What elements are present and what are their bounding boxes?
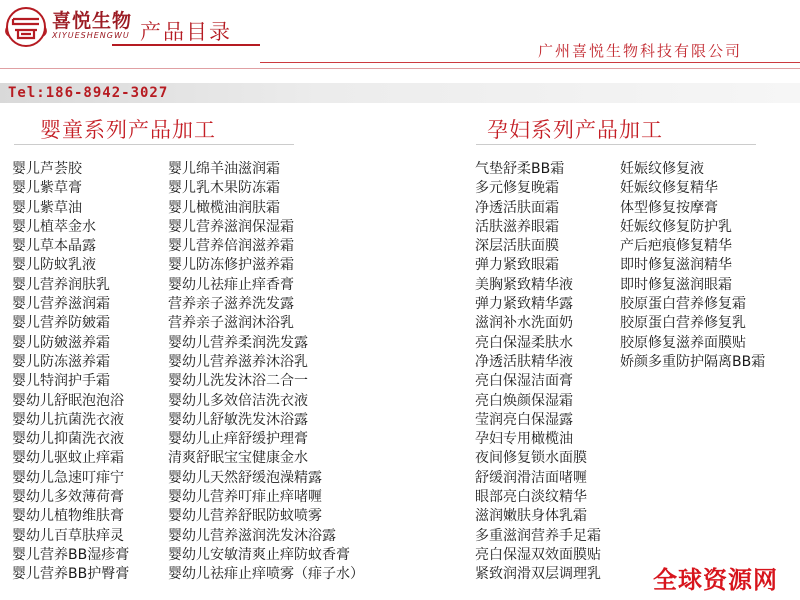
product-item: 婴儿紫草膏 xyxy=(12,180,82,197)
product-item: 多重滋润营养手足霜 xyxy=(475,527,601,544)
product-item: 深层活肤面膜 xyxy=(475,238,559,255)
product-item: 气垫舒柔BB霜 xyxy=(475,161,565,177)
section-underline xyxy=(476,144,756,145)
decorative-line xyxy=(260,62,800,63)
product-item: 妊娠纹修复精华 xyxy=(620,180,718,197)
product-item: 清爽舒眠宝宝健康金水 xyxy=(168,450,308,467)
logo-icon xyxy=(4,6,48,48)
product-item: 婴儿草本晶露 xyxy=(12,238,96,255)
infant-product-list-2 xyxy=(168,160,364,585)
product-item: 亮白保湿双效面膜贴 xyxy=(475,546,601,563)
product-item: 即时修复滋润眼霜 xyxy=(620,276,732,293)
product-item: 婴幼儿驱蚊止痒霜 xyxy=(12,450,124,467)
product-item: 婴儿乳木果防冻霜 xyxy=(168,180,280,197)
company-name: 广州喜悦生物科技有限公司 xyxy=(538,42,743,60)
product-item: 舒缓润滑洁面啫喱 xyxy=(475,469,587,486)
product-item: 孕妇专用橄榄油 xyxy=(475,431,573,448)
brand-name-pinyin: XIYUESHENGWU xyxy=(52,31,130,40)
product-item: 婴儿营养BB湿疹膏 xyxy=(12,546,130,563)
product-item: 婴幼儿急速叮痱宁 xyxy=(12,469,124,486)
product-item: 产后疤痕修复精华 xyxy=(620,238,732,255)
product-item: 婴幼儿植物维肤膏 xyxy=(12,508,124,525)
product-item: 婴儿营养BB护臀膏 xyxy=(12,566,130,583)
product-item: 亮白保湿柔肤水 xyxy=(475,334,573,351)
product-item: 眼部亮白淡纹精华 xyxy=(475,489,587,506)
product-item: 美胸紧致精华液 xyxy=(475,276,573,293)
product-item: 婴儿防冻修护滋养霜 xyxy=(168,257,294,274)
product-item: 婴幼儿洗发沐浴二合一 xyxy=(168,373,308,390)
product-item: 婴儿营养润肤乳 xyxy=(12,276,110,293)
product-item: 婴儿橄榄油润肤霜 xyxy=(168,199,280,216)
product-item: 胶原修复滋养面膜贴 xyxy=(620,334,746,351)
product-item: 婴儿防蚊乳液 xyxy=(12,257,96,274)
product-item: 婴幼儿抗菌洗衣液 xyxy=(12,411,124,428)
product-item: 多元修复晚霜 xyxy=(475,180,559,197)
product-item: 婴儿营养倍润滋养霜 xyxy=(168,238,294,255)
title-underline xyxy=(112,44,260,46)
product-item: 婴幼儿天然舒缓泡澡精露 xyxy=(168,469,322,486)
product-item: 营养亲子滋养洗发露 xyxy=(168,296,294,313)
product-item: 婴幼儿营养滋润洗发沐浴露 xyxy=(168,527,336,544)
product-item: 滋润嫩肤身体乳霜 xyxy=(475,508,587,525)
section-title-infant: 婴童系列产品加工 xyxy=(40,118,216,142)
infant-product-list-1 xyxy=(12,160,129,585)
product-item: 婴幼儿营养叮痱止痒啫喱 xyxy=(168,489,322,506)
section-title-maternal: 孕妇系列产品加工 xyxy=(487,118,663,142)
product-item: 婴儿紫草油 xyxy=(12,199,82,216)
product-item: 婴幼儿舒眠泡泡浴 xyxy=(12,392,124,409)
product-item: 婴幼儿多效薄荷膏 xyxy=(12,489,124,506)
product-item: 婴儿营养防皴霜 xyxy=(12,315,110,332)
product-item: 紧致润滑双层调理乳 xyxy=(475,566,601,583)
page-title: 产品目录 xyxy=(140,20,232,44)
product-item: 婴儿营养滋润霜 xyxy=(12,296,110,313)
product-item: 婴儿植萃金水 xyxy=(12,218,96,235)
page-header xyxy=(0,0,800,100)
product-item: 娇颜多重防护隔离BB霜 xyxy=(620,353,766,370)
product-item: 活肤滋养眼霜 xyxy=(475,218,559,235)
product-item: 婴幼儿止痒舒缓护理膏 xyxy=(168,431,308,448)
product-item: 净透活肤精华液 xyxy=(475,353,573,370)
product-item: 亮白保湿洁面膏 xyxy=(475,373,573,390)
product-item: 婴幼儿百草肤痒灵 xyxy=(12,527,124,544)
product-item: 婴幼儿安敏清爽止痒防蚊香膏 xyxy=(168,546,350,563)
product-item: 亮白焕颜保湿霜 xyxy=(475,392,573,409)
product-item: 婴儿芦荟胶 xyxy=(12,161,82,177)
product-item: 胶原蛋白营养修复霜 xyxy=(620,296,746,313)
product-item: 体型修复按摩膏 xyxy=(620,199,718,216)
product-item: 婴幼儿祛痱止痒喷雾（痱子水） xyxy=(168,566,364,583)
product-item: 婴幼儿营养滋养沐浴乳 xyxy=(168,353,308,370)
product-item: 妊娠纹修复液 xyxy=(620,161,704,177)
product-item: 婴儿绵羊油滋润霜 xyxy=(168,161,280,177)
product-item: 夜间修复锁水面膜 xyxy=(475,450,587,467)
brand-name: 喜悦生物 xyxy=(52,10,133,32)
watermark: 全球资源网 xyxy=(653,566,778,594)
product-item: 婴幼儿营养柔润洗发露 xyxy=(168,334,308,351)
product-item: 莹润亮白保湿露 xyxy=(475,411,573,428)
product-item: 即时修复滋润精华 xyxy=(620,257,732,274)
product-item: 净透活肤面霜 xyxy=(475,199,559,216)
section-underline xyxy=(14,144,294,145)
decorative-line xyxy=(0,68,800,69)
product-item: 婴幼儿营养舒眠防蚊喷雾 xyxy=(168,508,322,525)
product-item: 婴儿防冻滋养霜 xyxy=(12,353,110,370)
product-item: 婴儿特润护手霜 xyxy=(12,373,110,390)
product-item: 滋润补水洗面奶 xyxy=(475,315,573,332)
product-item: 胶原蛋白营养修复乳 xyxy=(620,315,746,332)
product-item: 婴幼儿祛痱止痒香膏 xyxy=(168,276,294,293)
product-item: 婴幼儿多效倍洁洗衣液 xyxy=(168,392,308,409)
tel-bar xyxy=(0,83,800,103)
maternal-product-list-1 xyxy=(475,160,601,585)
product-item: 婴幼儿抑菌洗衣液 xyxy=(12,431,124,448)
product-item: 婴幼儿舒敏洗发沐浴露 xyxy=(168,411,308,428)
product-item: 婴儿营养滋润保湿霜 xyxy=(168,218,294,235)
product-item: 弹力紧致精华露 xyxy=(475,296,573,313)
product-item: 妊娠纹修复防护乳 xyxy=(620,218,732,235)
product-item: 弹力紧致眼霜 xyxy=(475,257,559,274)
maternal-product-list-2 xyxy=(620,160,765,372)
tel-number: Tel:186-8942-3027 xyxy=(8,85,169,101)
product-item: 婴儿防皴滋养霜 xyxy=(12,334,110,351)
product-item: 营养亲子滋润沐浴乳 xyxy=(168,315,294,332)
